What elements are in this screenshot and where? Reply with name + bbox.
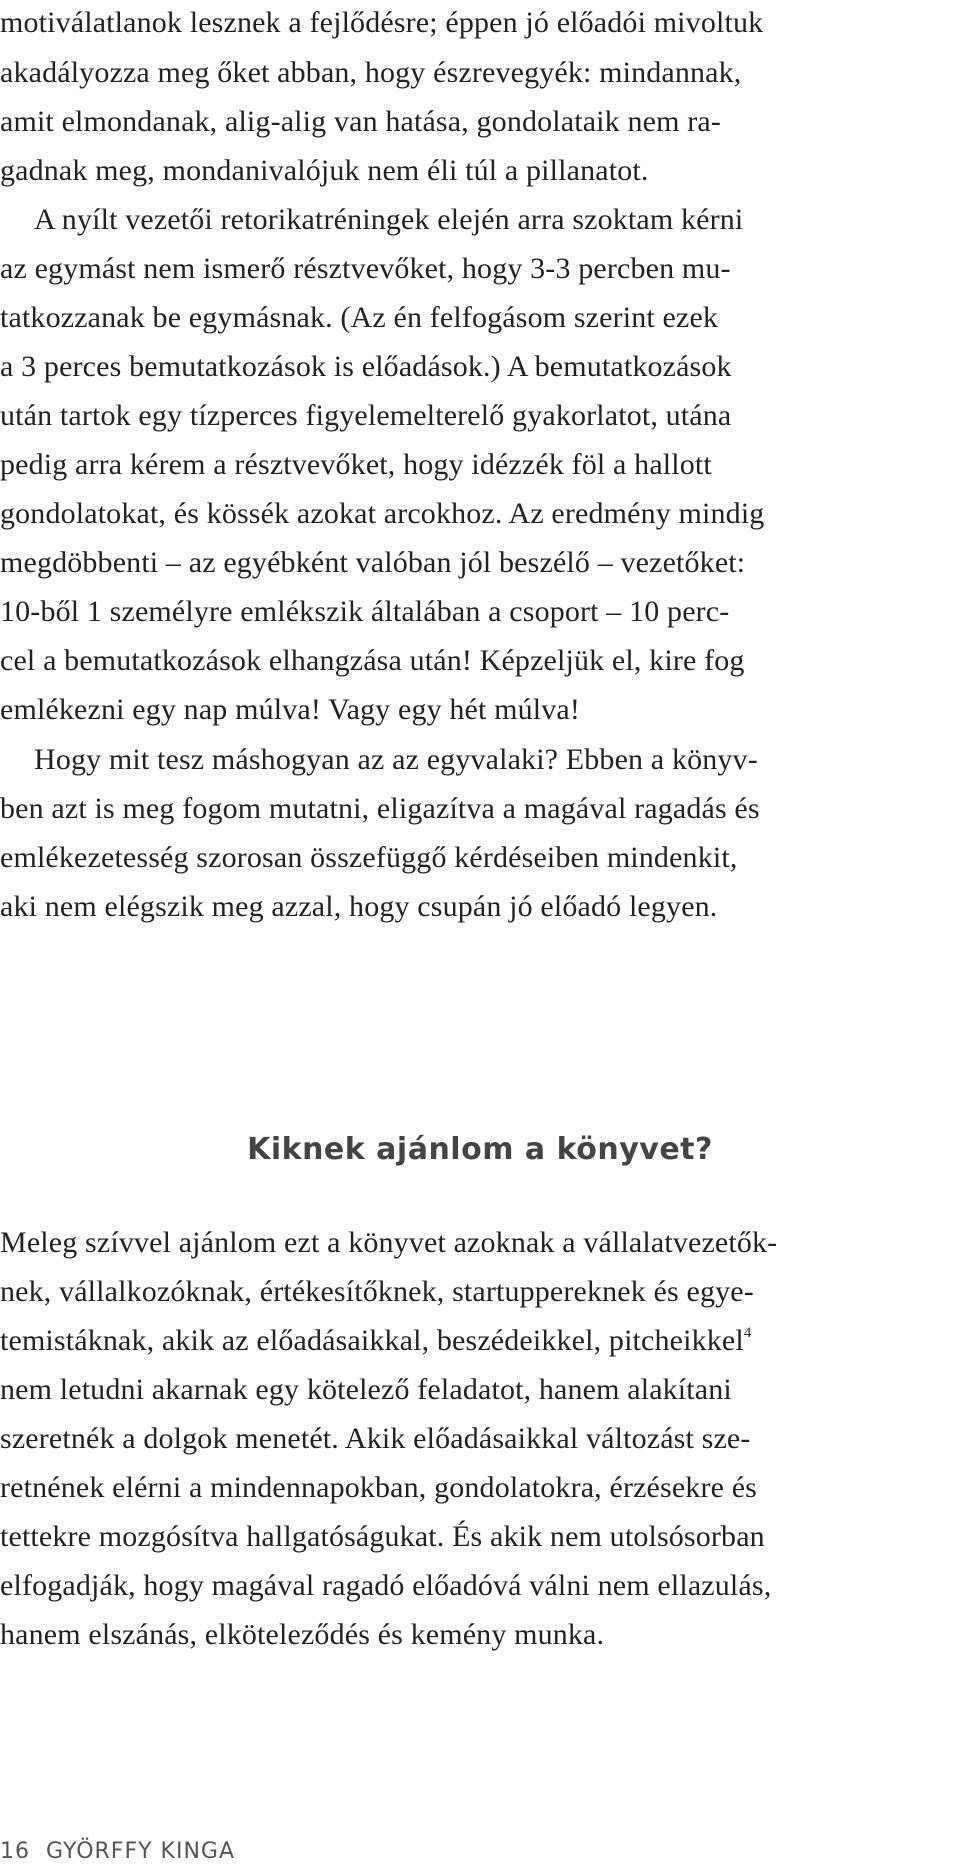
text-line	[0, 1326, 752, 1356]
text-line: az egymást nem ismerő résztvevőket, hogy 3-3 percben mu-	[0, 252, 731, 285]
text-line: amit elmondanak, alig-alig van hatása, gondolataik nem ra-	[0, 105, 721, 138]
text-line: nek, vállalkozóknak, értékesítőknek, startuppereknek és egye-	[0, 1275, 754, 1308]
text-line: emlékezetesség szorosan összefüggő kérdéseiben mindenkit,	[0, 841, 738, 874]
text-line: után tartok egy tízperces figyelemelterelő gyakorlatot, utána	[0, 399, 732, 432]
text-line: szeretnék a dolgok menetét. Akik előadásaikkal változást sze-	[0, 1422, 751, 1455]
text-line: retnének elérni a mindennapokban, gondolatokra, érzésekre és	[0, 1471, 758, 1504]
text-line: gadnak meg, mondanivalójuk nem éli túl a pillanatot.	[0, 154, 649, 187]
text-line: 10-ből 1 személyre emlékszik általában a csoport – 10 perc-	[0, 595, 730, 628]
text-line: cel a bemutatkozások elhangzása után! Képzeljük el, kire fog	[0, 644, 745, 677]
text-line: Hogy mit tesz máshogyan az az egyvalaki? Ebben a könyv-	[34, 743, 758, 776]
text-line: nem letudni akarnak egy kötelező feladatot, hanem alakítani	[0, 1373, 732, 1406]
text-line: megdöbbenti – az egyébként valóban jól beszélő – vezetőket:	[0, 546, 746, 579]
text-line: hanem elszánás, elköteleződés és kemény munka.	[0, 1618, 605, 1651]
text-line: A nyílt vezetői retorikatréningek elején arra szoktam kérni	[34, 203, 744, 236]
text-line: Meleg szívvel ajánlom ezt a könyvet azoknak a vállalatvezetők-	[0, 1226, 778, 1259]
footnote-marker[interactable]: 4	[743, 1325, 752, 1341]
text-line: ben azt is meg fogom mutatni, eligazítva a magával ragadás és	[0, 792, 760, 825]
text-line: akadályozza meg őket abban, hogy észrevegyék: mindannak,	[0, 56, 742, 89]
author-name: GYÖRFFY KINGA	[46, 1839, 235, 1864]
text-span: temistáknak, akik az előadásaikkal, beszédeikkel, pitcheikkel	[0, 1324, 744, 1357]
text-line: gondolatokat, és kössék azokat arcokhoz. Az eredmény mindig	[0, 497, 765, 530]
text-line: elfogadják, hogy magával ragadó előadóvá válni nem ellazulás,	[0, 1569, 772, 1602]
text-line: aki nem elégszik meg azzal, hogy csupán jó előadó legyen.	[0, 890, 718, 923]
page-footer	[0, 1841, 235, 1863]
text-line: motiválatlanok lesznek a fejlődésre; éppen jó előadói mivoltuk	[0, 6, 764, 39]
section-heading: Kiknek ajánlom a könyvet?	[247, 1132, 713, 1167]
text-line: tatkozzanak be egymásnak. (Az én felfogásom szerint ezek	[0, 301, 719, 334]
page-number: 16	[0, 1839, 30, 1864]
text-line: pedig arra kérem a résztvevőket, hogy idézzék föl a hallott	[0, 448, 712, 481]
text-line: emlékezni egy nap múlva! Vagy egy hét múlva!	[0, 693, 581, 726]
text-line: tettekre mozgósítva hallgatóságukat. És akik nem utolsósorban	[0, 1520, 765, 1553]
text-line: a 3 perces bemutatkozások is előadások.) A bemutatkozások	[0, 350, 732, 383]
